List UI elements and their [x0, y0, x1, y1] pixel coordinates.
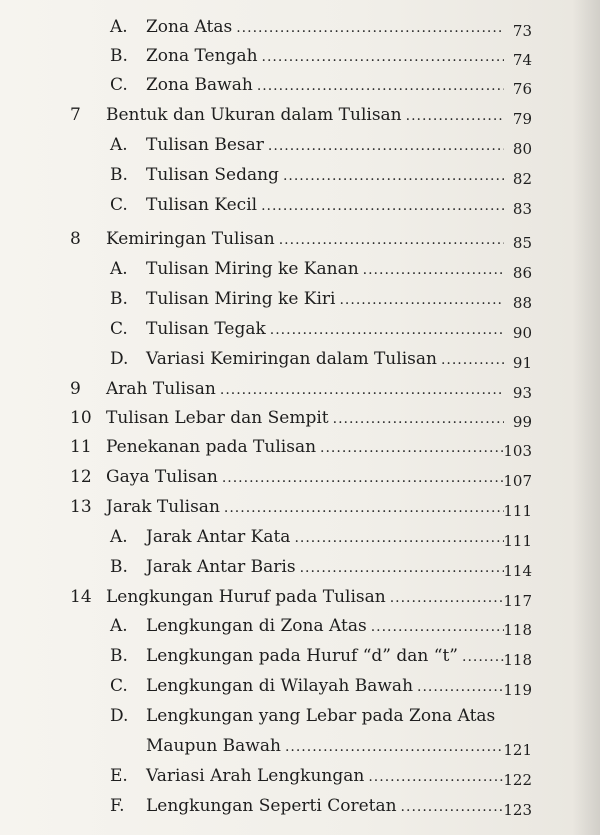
entry-page-number: 82	[512, 170, 532, 188]
dot-leader	[294, 523, 504, 553]
entry-page-number: 79	[512, 110, 532, 128]
entry-page-number: 83	[512, 200, 532, 218]
entry-page-number: 119	[503, 681, 532, 699]
toc-entry	[0, 701, 560, 731]
toc-entry	[0, 791, 560, 821]
toc-entry	[0, 12, 560, 42]
dot-leader	[462, 642, 504, 672]
dot-leader	[268, 131, 504, 161]
entry-page-number: 76	[512, 80, 532, 98]
dot-leader	[236, 13, 504, 43]
chapter-number: 12	[70, 467, 92, 487]
dot-leader	[368, 762, 504, 792]
entry-letter: B.	[110, 557, 128, 577]
entry-title: Variasi Arah Lengkungan	[146, 766, 365, 786]
entry-letter: F.	[110, 796, 125, 816]
entry-title: Variasi Kemiringan dalam Tulisan	[146, 349, 437, 369]
dot-leader	[390, 583, 504, 613]
entry-title: Zona Bawah	[146, 75, 253, 95]
entry-letter: A.	[110, 17, 128, 37]
entry-page-number: 80	[512, 140, 532, 158]
entry-page-number: 117	[503, 592, 532, 610]
entry-page-number: 90	[512, 324, 532, 342]
dot-leader	[283, 161, 504, 191]
entry-page-number: 103	[503, 442, 532, 460]
entry-page-number: 121	[503, 741, 532, 759]
chapter-number: 8	[70, 229, 81, 249]
dot-leader	[320, 433, 504, 463]
entry-title: Tulisan Sedang	[146, 165, 279, 185]
chapter-number: 14	[70, 587, 92, 607]
chapter-title: Arah Tulisan	[106, 379, 216, 399]
chapter-title: Penekanan pada Tulisan	[106, 437, 317, 457]
entry-letter: B.	[110, 46, 128, 66]
toc-chapter-entry	[0, 492, 560, 522]
dot-leader	[224, 493, 504, 523]
toc-chapter-entry	[0, 432, 560, 462]
entry-page-number: 86	[512, 264, 532, 282]
entry-page-number: 122	[503, 771, 532, 789]
toc-entry	[0, 611, 560, 641]
entry-letter: C.	[110, 195, 128, 215]
chapter-title: Bentuk dan Ukuran dalam Tulisan	[106, 105, 402, 125]
dot-leader	[300, 553, 504, 583]
entry-letter: A.	[110, 616, 128, 636]
toc-chapter-entry	[0, 374, 560, 404]
entry-title-continuation: Maupun Bawah	[146, 736, 281, 756]
chapter-title: Gaya Tulisan	[106, 467, 218, 487]
entry-letter: D.	[110, 706, 129, 726]
entry-title: Tulisan Tegak	[146, 319, 266, 339]
entry-letter: E.	[110, 766, 128, 786]
entry-letter: C.	[110, 319, 128, 339]
chapter-title: Jarak Tulisan	[106, 497, 220, 517]
entry-page-number: 114	[503, 562, 532, 580]
entry-letter: B.	[110, 646, 128, 666]
chapter-title: Lengkungan Huruf pada Tulisan	[106, 587, 386, 607]
dot-leader	[285, 732, 504, 762]
entry-page-number: 73	[512, 22, 532, 40]
entry-page-number: 91	[512, 354, 532, 372]
dot-leader	[220, 375, 504, 405]
entry-title: Lengkungan di Zona Atas	[146, 616, 367, 636]
dot-leader	[371, 612, 504, 642]
dot-leader	[262, 42, 504, 72]
chapter-number: 9	[70, 379, 81, 399]
entry-letter: A.	[110, 135, 128, 155]
entry-letter: A.	[110, 259, 128, 279]
toc-entry	[0, 314, 560, 344]
entry-letter: A.	[110, 527, 128, 547]
toc-entry	[0, 70, 560, 100]
entry-title: Tulisan Kecil	[146, 195, 258, 215]
toc-chapter-entry	[0, 100, 560, 130]
dot-leader	[363, 255, 504, 285]
entry-letter: C.	[110, 676, 128, 696]
entry-page-number: 118	[503, 621, 532, 639]
toc-entry	[0, 761, 560, 791]
entry-title: Zona Tengah	[146, 46, 258, 66]
dot-leader	[401, 792, 504, 822]
entry-page-number: 88	[512, 294, 532, 312]
chapter-number: 13	[70, 497, 92, 517]
entry-letter: D.	[110, 349, 129, 369]
chapter-title: Kemiringan Tulisan	[106, 229, 275, 249]
entry-page-number: 107	[503, 472, 532, 490]
dot-leader	[222, 463, 504, 493]
dot-leader	[270, 315, 504, 345]
dot-leader	[257, 71, 504, 101]
entry-title: Lengkungan yang Lebar pada Zona Atas	[146, 706, 496, 726]
toc-chapter-entry	[0, 403, 560, 433]
entry-letter: B.	[110, 289, 128, 309]
entry-title: Zona Atas	[146, 17, 233, 37]
toc-chapter-entry	[0, 224, 560, 254]
entry-title: Tulisan Besar	[146, 135, 264, 155]
entry-title: Tulisan Miring ke Kiri	[146, 289, 336, 309]
toc-entry	[0, 41, 560, 71]
chapter-number: 10	[70, 408, 92, 428]
toc-entry	[0, 344, 560, 374]
entry-letter: B.	[110, 165, 128, 185]
toc-entry-continuation	[0, 731, 560, 761]
chapter-number: 11	[70, 437, 92, 457]
entry-page-number: 93	[512, 384, 532, 402]
dot-leader	[333, 404, 504, 434]
entry-page-number: 74	[512, 51, 532, 69]
toc-entry	[0, 522, 560, 552]
toc-chapter-entry	[0, 462, 560, 492]
dot-leader	[417, 672, 504, 702]
dot-leader	[279, 225, 504, 255]
toc-entry	[0, 552, 560, 582]
entry-page-number: 123	[503, 801, 532, 819]
dot-leader	[339, 285, 504, 315]
entry-title: Lengkungan di Wilayah Bawah	[146, 676, 414, 696]
dot-leader	[406, 101, 504, 131]
chapter-number: 7	[70, 105, 81, 125]
chapter-title: Tulisan Lebar dan Sempit	[106, 408, 329, 428]
entry-page-number: 118	[503, 651, 532, 669]
entry-title: Lengkungan pada Huruf “d” dan “t”	[146, 646, 458, 666]
entry-page-number: 111	[503, 502, 532, 520]
entry-page-number: 111	[503, 532, 532, 550]
toc-entry	[0, 130, 560, 160]
toc-entry	[0, 254, 560, 284]
toc-entry	[0, 190, 560, 220]
dot-leader	[441, 345, 504, 375]
entry-title: Lengkungan Seperti Coretan	[146, 796, 397, 816]
entry-page-number: 99	[512, 413, 532, 431]
toc-chapter-entry	[0, 582, 560, 612]
toc-entry	[0, 160, 560, 190]
toc-entry	[0, 671, 560, 701]
entry-letter: C.	[110, 75, 128, 95]
entry-title: Jarak Antar Kata	[146, 527, 291, 547]
toc-entry	[0, 641, 560, 671]
entry-title: Jarak Antar Baris	[146, 557, 296, 577]
dot-leader	[261, 191, 504, 221]
entry-title: Tulisan Miring ke Kanan	[146, 259, 359, 279]
toc-entry	[0, 284, 560, 314]
entry-page-number: 85	[512, 234, 532, 252]
